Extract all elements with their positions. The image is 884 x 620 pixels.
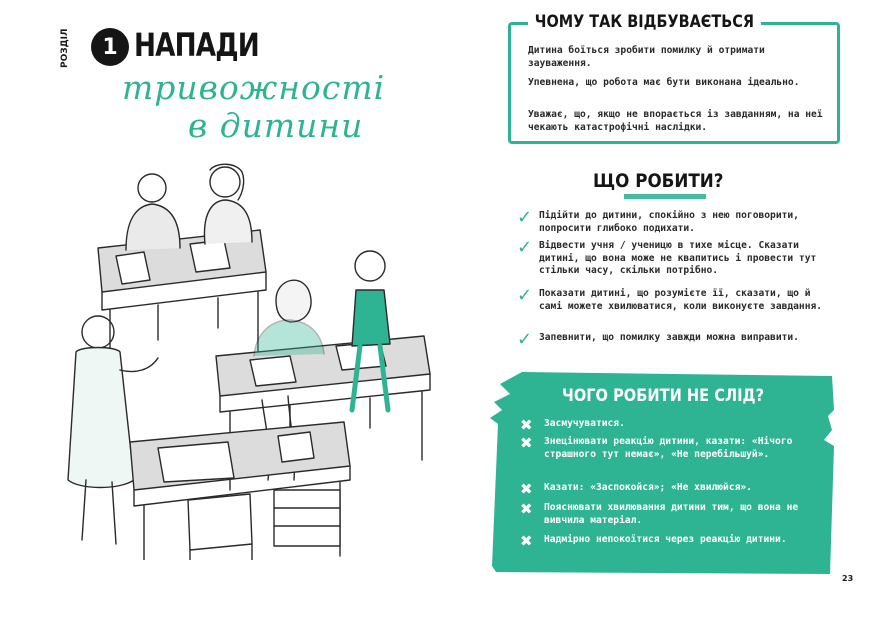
chapter-subtitle-line1: тривожності	[122, 68, 386, 107]
todo-item-text: Відвести учня / ученицю в тихе місце. Сказати дитині, що вона може не квапитись і провести тут стільки часу, скільки потрібно.	[539, 240, 817, 276]
todo-list-item	[517, 207, 847, 235]
dont-list-item	[520, 534, 822, 548]
check-icon: ✓	[517, 285, 533, 306]
dont-item-text: Знецінювати реакцію дитини, казати: «Нічого страшного тут немає», «Не перебільшуй».	[544, 436, 793, 460]
chapter-subtitle-line2: в дитини	[188, 106, 364, 145]
cross-icon: ✖	[520, 434, 533, 452]
dont-item-text: Пояснювати хвилювання дитини тим, що вона не вивчила матеріал.	[544, 502, 799, 526]
why-paragraph: Упевнена, що робота має бути виконана ідеально.	[528, 77, 800, 88]
dont-list-item	[520, 482, 822, 496]
todo-item-text: Запевнити, що помилку завжди можна виправити.	[539, 332, 799, 343]
todo-item-text: Показати дитині, що розумієте її, сказати, що й самі можете хвилюватися, коли виконуєте завдання.	[539, 288, 823, 312]
cross-icon: ✖	[520, 532, 533, 550]
todo-list-item	[517, 329, 847, 350]
todo-item-text: Підійти до дитини, спокійно з нею поговорити, попросити глибоко подихати.	[539, 210, 799, 234]
why-paragraph: Уважає, що, якщо не впорається із завданням, на неї чекають катастрофічні наслідки.	[528, 109, 823, 133]
dont-list-item	[520, 418, 822, 432]
page-number: 23	[842, 574, 854, 583]
check-icon: ✓	[517, 207, 533, 228]
chapter-title: НАПАДИ	[134, 26, 259, 64]
cross-icon: ✖	[520, 500, 533, 518]
todo-list-item	[517, 237, 847, 278]
check-icon: ✓	[517, 329, 533, 350]
todo-title: ЩО РОБИТИ?	[593, 170, 724, 192]
why-paragraph: Дитина боїться зробити помилку й отримати зауваження.	[528, 45, 765, 69]
dont-item-text: Засмучуватися.	[544, 418, 625, 429]
todo-list-item	[517, 285, 847, 313]
dont-item-text: Надмірно непокоїтися через реакцію дитини.	[544, 534, 787, 545]
why-box-title: ЧОМУ ТАК ВІДБУВАЄТЬСЯ	[528, 12, 761, 32]
todo-title-highlight	[624, 194, 706, 199]
dont-list-item	[520, 502, 822, 527]
classroom-illustration	[40, 160, 460, 560]
chapter-number-badge: 1	[91, 28, 129, 66]
dont-box-title: ЧОГО РОБИТИ НЕ СЛІД?	[562, 386, 765, 406]
cross-icon: ✖	[520, 416, 533, 434]
cross-icon: ✖	[520, 480, 533, 498]
check-icon: ✓	[517, 237, 533, 258]
section-label: РОЗДІЛ	[60, 28, 70, 68]
dont-item-text: Казати: «Заспокойся»; «Не хвилюйся».	[544, 482, 752, 493]
dont-list-item	[520, 436, 822, 461]
